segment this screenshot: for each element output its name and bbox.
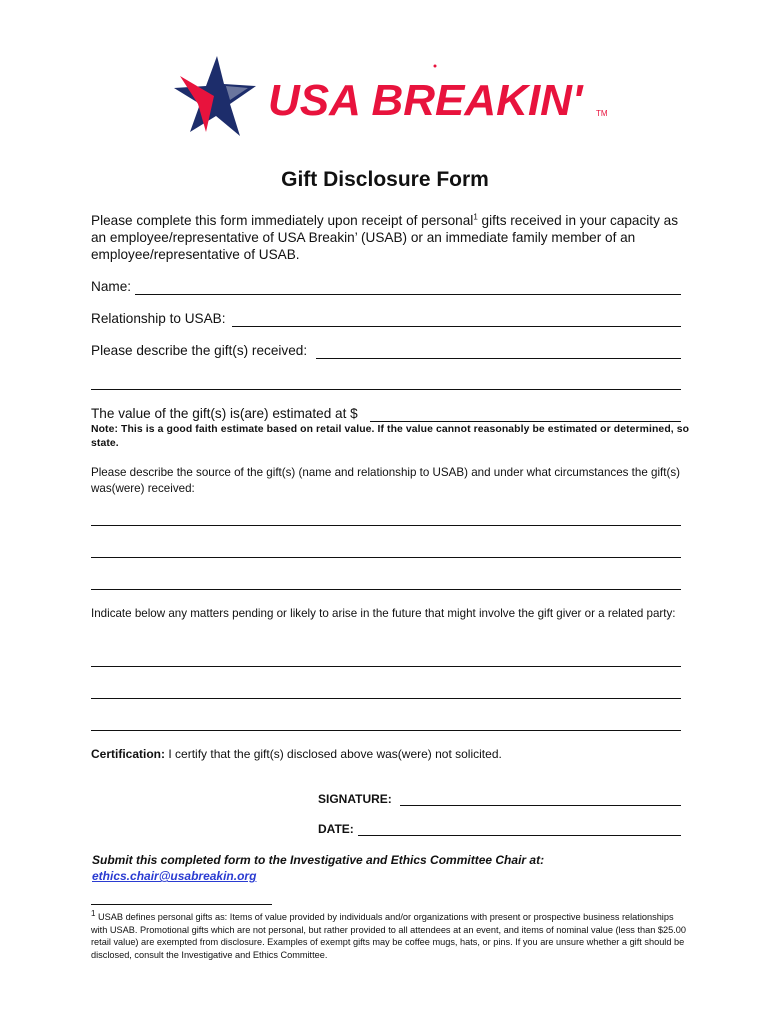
brand-wordmark: USA BREAKIN' bbox=[268, 76, 583, 125]
relationship-field[interactable] bbox=[232, 326, 681, 327]
certification-text: I certify that the gift(s) disclosed above was(were) not solicited. bbox=[165, 747, 502, 761]
source-field-3[interactable] bbox=[91, 589, 681, 590]
certification bbox=[91, 747, 502, 761]
name-label: Name: bbox=[91, 279, 132, 294]
pending-prompt: Indicate below any matters pending or likely to arise in the future that might involve the gift giver or a related party: bbox=[91, 607, 676, 620]
value-label: The value of the gift(s) is(are) estimated at $ bbox=[91, 406, 358, 421]
submit-instruction: Submit this completed form to the Investigative and Ethics Committee Chair at: bbox=[92, 853, 545, 867]
page-title: Gift Disclosure Form bbox=[281, 168, 489, 191]
intro-text-2: gifts received in your capacity as an employee/representative of USA Breakin’ (USAB) or an immediate family member of an employee/representative of USAB. bbox=[91, 213, 679, 262]
intro-paragraph bbox=[91, 212, 691, 263]
source-field-2[interactable] bbox=[91, 557, 681, 558]
ethics-email-link[interactable]: ethics.chair@usabreakin.org bbox=[92, 869, 257, 883]
certification-label: Certification: bbox=[91, 747, 166, 761]
signature-label: SIGNATURE: bbox=[318, 792, 392, 806]
gift-description-field-2[interactable] bbox=[91, 389, 681, 390]
footnote-number: 1 bbox=[91, 908, 96, 918]
value-field[interactable] bbox=[370, 421, 681, 422]
footnote-divider bbox=[91, 904, 272, 905]
gift-description-label: Please describe the gift(s) received: bbox=[91, 343, 308, 358]
relationship-label: Relationship to USAB: bbox=[91, 311, 226, 326]
value-note: Note: This is a good faith estimate based on retail value. If the value cannot reasonably be estimated or determined, so state. bbox=[91, 424, 690, 449]
usa-breakin-logo bbox=[160, 52, 610, 144]
footnote-ref: 1 bbox=[473, 212, 478, 222]
pending-field-1[interactable] bbox=[91, 666, 681, 667]
pending-field-3[interactable] bbox=[91, 730, 681, 731]
date-label: DATE: bbox=[318, 822, 354, 836]
trademark-mark: TM bbox=[596, 109, 608, 118]
source-field-1[interactable] bbox=[91, 525, 681, 526]
date-field[interactable] bbox=[358, 835, 681, 836]
intro-text-1: Please complete this form immediately upon receipt of personal bbox=[91, 213, 474, 228]
footnote bbox=[91, 908, 691, 961]
footnote-text: USAB defines personal gifts as: Items of value provided by individuals and/or organizations with present or prospective business relationships with USAB. Promotional gifts which are not personal, but rather provided to all attendees at an event, and items of nominal value (less than $25.00 retail value) are exempted from disclosure. Examples of exempt gifts may be coffee mugs, hats, or pins. If you are unsure whether a gift should be disclosed, consult the Investigative and Ethics Committee. bbox=[91, 912, 686, 960]
source-prompt: Please describe the source of the gift(s) (name and relationship to USAB) and under what circumstances the gift(s) was(were) received: bbox=[91, 466, 680, 495]
gift-description-field[interactable] bbox=[316, 358, 681, 359]
pending-field-2[interactable] bbox=[91, 698, 681, 699]
star-icon bbox=[174, 56, 256, 136]
name-field[interactable] bbox=[135, 294, 681, 295]
signature-field[interactable] bbox=[400, 805, 681, 806]
